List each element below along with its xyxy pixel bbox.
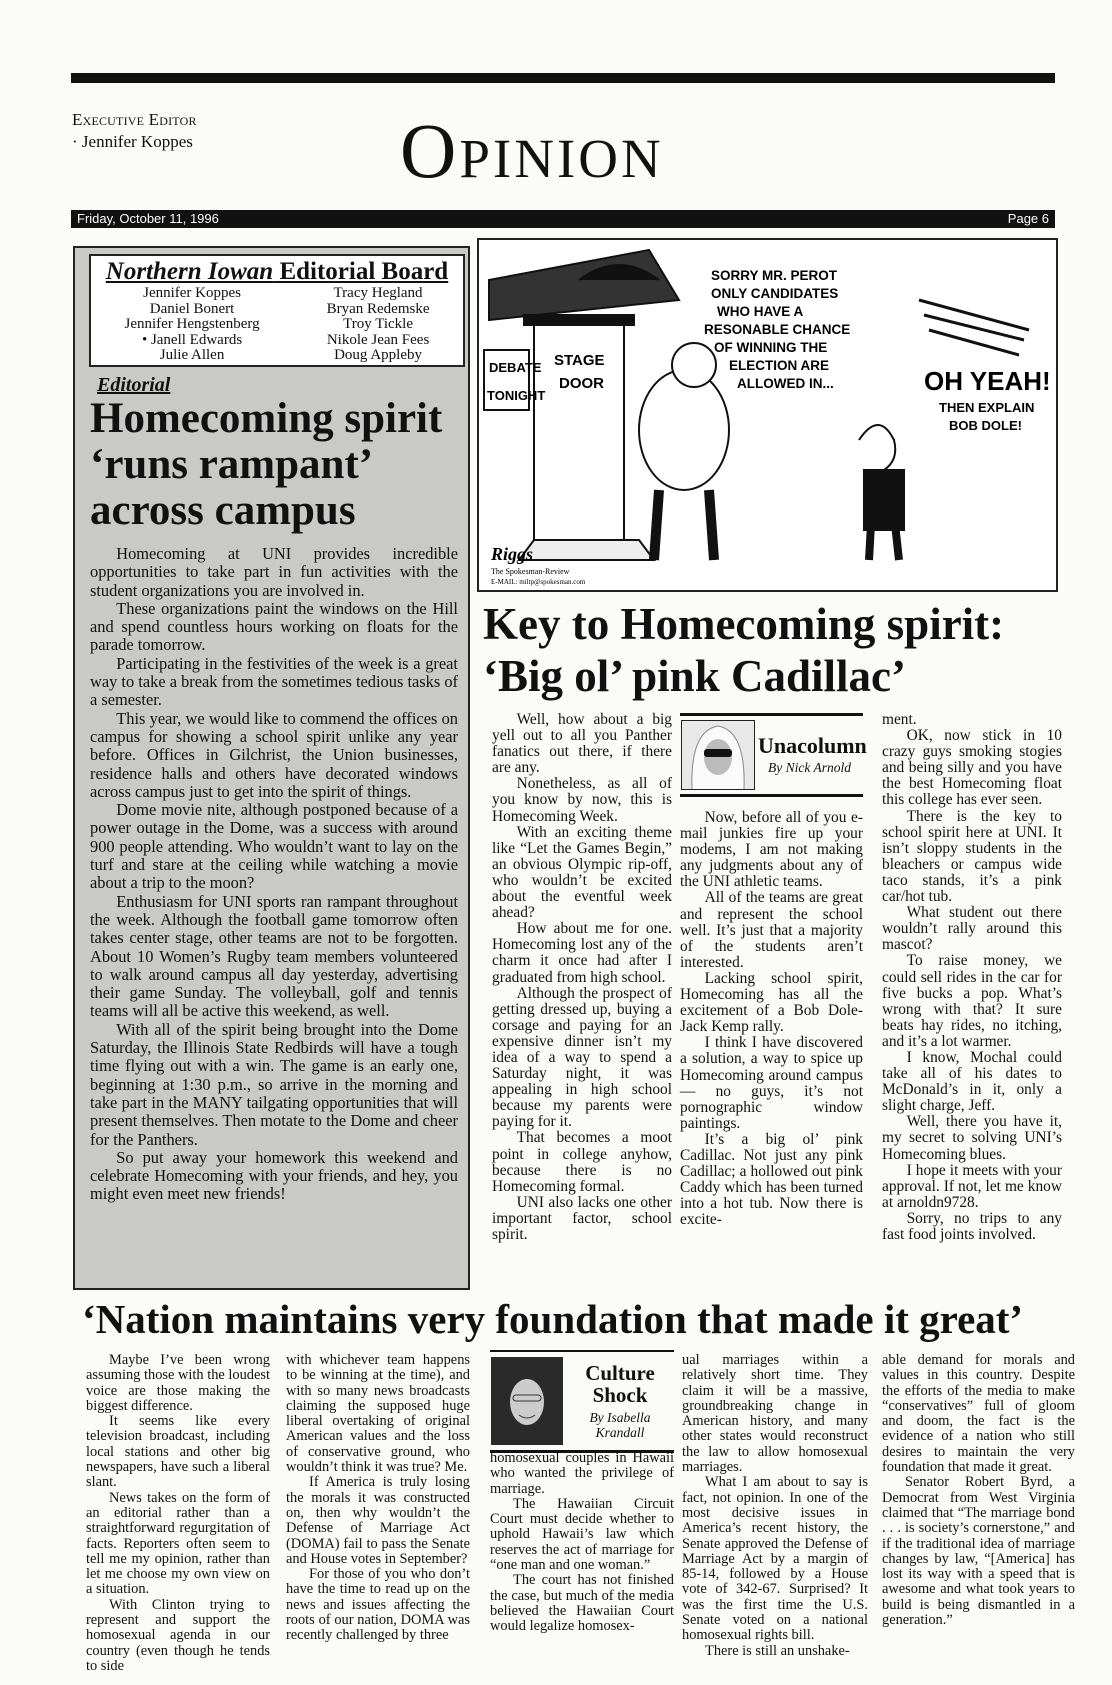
article-paragraph: That becomes a moot point in college anyhow, because there is no Homecoming formal. bbox=[492, 1129, 672, 1195]
author-photo-image bbox=[682, 721, 754, 789]
guard-figure bbox=[639, 370, 729, 490]
editorial-paragraph: So put away your homework this weekend and celebrate Homecoming with your friends, and hey, you might even meet new friends! bbox=[90, 1147, 458, 1204]
culture-shock-headline: ‘Nation maintains very foundation that made it great’ bbox=[82, 1296, 1024, 1342]
article-paragraph: I think I have discovered a solution, a way to spice up Homecoming around campus — no guys, it’s not pornographic window paintings. bbox=[680, 1034, 863, 1132]
culture-shock-column-1 bbox=[86, 1353, 270, 1674]
publication-name: Northern Iowan bbox=[105, 258, 274, 285]
article-paragraph: homosexual couples in Hawaii who wanted the privilege of marriage. bbox=[490, 1450, 674, 1497]
issue-date: Friday, October 11, 1996 bbox=[77, 211, 219, 226]
article-paragraph: Maybe I’ve been wrong assuming those with the loudest voice are those making the biggest difference. bbox=[86, 1352, 270, 1414]
board-member: Julie Allen bbox=[159, 347, 225, 363]
article-paragraph: Lacking school spirit, Homecoming has all the excitement of a Bob Dole-Jack Kemp rally. bbox=[680, 969, 863, 1036]
guard-speech-line: SORRY MR. PEROT bbox=[711, 268, 838, 283]
board-member: Nikole Jean Fees bbox=[326, 331, 430, 348]
editorial-paragraph: Enthusiasm for UNI sports ran rampant throughout the week. Although the football game tomorrow often takes center stage, other teams are not to be forgotten. About 10 Women’s Rugby team members volunteered to walk around campus all day yesterday, advertising their game Sunday. The volleyball, golf and tennis teams will all be active this weekend, as well. bbox=[90, 891, 458, 1021]
editorial-paragraph: This year, we would like to commend the offices on campus for showing a school spirit unlike any year before. Offices in Gilchrist, the Union businesses, residence halls and others have decorated windows across campus just to get into the spirit of things. bbox=[90, 708, 458, 801]
perot-speech-line: THEN EXPLAIN bbox=[939, 400, 1035, 415]
article-paragraph: I hope it meets with your approval. If not, let me know at arnoldn9728. bbox=[882, 1161, 1062, 1211]
article-paragraph: UNI also lacks one other important factor, school spirit. bbox=[492, 1193, 672, 1243]
perot-figure bbox=[859, 425, 895, 470]
editorial-paragraph: With all of the spirit being brought into the Dome Saturday, the Illinois State Redbirds will have a tough time flying out with a win. The game is an early one, beginning at 1:30 p.m., so arrive in the morning and take part in the MANY tailgating opportunities that will present themselves. Then motate to the Dome and cheer for the Panthers. bbox=[90, 1019, 458, 1149]
cartoonist-signature: Riggs bbox=[491, 544, 534, 564]
board-label: Editorial Board bbox=[279, 258, 449, 285]
guard-speech-line: OF WINNING THE bbox=[714, 340, 828, 355]
article-paragraph: I know, Mochal could take all of his dates to McDonald’s in it, only a slight charge, Jeff. bbox=[882, 1048, 1062, 1115]
editorial-kicker: Editorial bbox=[97, 374, 171, 396]
unacolumn-header-box bbox=[680, 713, 867, 797]
byline: By Isabella Krandall bbox=[589, 1410, 651, 1440]
editorial-board-title bbox=[91, 258, 463, 286]
page-number: Page 6 bbox=[1007, 211, 1049, 226]
editorial-board-box bbox=[89, 254, 465, 367]
guard-speech-line: RESONABLE CHANCE bbox=[704, 322, 851, 337]
article-paragraph: What I am about to say is fact, not opinion. In one of the most decisive issues in America’s recent history, the Senate approved the Defense of Marriage Act by a margin of 85-14, followed by a House vote of 342-67. Surprised? It was the first time the U.S. Senate voted on a national homosexual rights bill. bbox=[682, 1474, 868, 1644]
article-paragraph: To raise money, we could sell rides in the car for five bucks a pop. What’s wrong with that? It sure beats hay rides, no itching, and it’s a lot warmer. bbox=[882, 952, 1062, 1050]
executive-editor-name: · Jennifer Koppes bbox=[72, 132, 193, 151]
article-paragraph: With an exciting theme like “Let the Games Begin,” an obvious Olympic rip-off, who wouldn’t be excited about the eventful week ahead? bbox=[492, 823, 672, 922]
article-paragraph: It seems like every television broadcast, including local stations and other big newspapers, have such a liberal slant. bbox=[86, 1413, 270, 1491]
board-member: Daniel Bonert bbox=[149, 300, 235, 317]
executive-editor-label: Executive Editor bbox=[72, 110, 197, 129]
guard-speech-line: ONLY CANDIDATES bbox=[711, 286, 839, 301]
article-paragraph: Well, how about a big yell out to all you Panther fanatics out there, if there are any. bbox=[492, 711, 672, 777]
article-paragraph: Well, there you have it, my secret to solving UNI’s Homecoming blues. bbox=[882, 1113, 1062, 1163]
article-paragraph: For those of you who don’t have the time to read up on the news and issues affecting the roots of our nation, DOMA was recently challenged by three bbox=[286, 1566, 470, 1644]
masthead-rule bbox=[71, 73, 1055, 83]
board-member: Doug Appleby bbox=[334, 347, 423, 363]
culture-shock-column-2 bbox=[286, 1353, 470, 1644]
cartoon-credit: E-MAIL: miltp@spokesman.com bbox=[491, 578, 586, 586]
door-sign-line: DOOR bbox=[559, 375, 604, 392]
political-cartoon bbox=[477, 238, 1058, 592]
article-paragraph: with whichever team happens to be winning at the time), and with so many news broadcasts claiming the supposed huge liberal overtaking of original American values and the loss of conservative ground, who wouldn’t think it was true? Me. bbox=[286, 1352, 470, 1476]
unacolumn-column-3 bbox=[882, 712, 1062, 1243]
perot-speech-line: BOB DOLE! bbox=[949, 418, 1022, 433]
article-paragraph: ual marriages within a relatively short time. They claim it will be a massive, groundbreaking change in American history, and many other states would reconstruct the law to allow homosexual marriages. bbox=[682, 1352, 868, 1476]
article-paragraph: able demand for morals and values in this country. Despite the efforts of the media to make “conservatives” full of gloom and doom, the fact is the evidence of a nation who still desires to maintain the very foundation that made it great. bbox=[882, 1352, 1075, 1476]
author-photo bbox=[681, 720, 755, 790]
byline: By Nick Arnold bbox=[768, 760, 851, 775]
cartoon-drawing bbox=[479, 240, 1056, 590]
article-paragraph: News takes on the form of an editorial rather than a straightforward regurgitation of facts. Reporters often seem to tell me my opinion, rather than let me choose my own view on a situation. bbox=[86, 1489, 270, 1598]
debate-sign-line: DEBATE bbox=[489, 360, 542, 375]
article-paragraph: Now, before all of you e-mail junkies fire up your modems, I am not making any judgments about any of the UNI athletic teams. bbox=[680, 809, 863, 891]
article-paragraph: The Hawaiian Circuit Court must decide whether to uphold Hawaii’s law which reserves the act of marriage for “one man and one woman.” bbox=[490, 1495, 674, 1574]
board-member: Troy Tickle bbox=[343, 316, 413, 332]
cartoon-roof-shading bbox=[489, 250, 679, 320]
column-name: Culture Shock bbox=[585, 1361, 655, 1407]
unacolumn-column-1 bbox=[492, 712, 672, 1243]
debate-sign-line: TONIGHT bbox=[487, 388, 546, 403]
author-photo bbox=[491, 1357, 563, 1445]
editorial-headline: Homecoming spirit ‘runs rampant’ across campus bbox=[90, 395, 443, 534]
article-paragraph: If America is truly losing the morals it was constructed on, then why wouldn’t the Defense of Marriage Act (DOMA) fail to pass the Senate and House votes in September? bbox=[286, 1474, 470, 1567]
article-paragraph: There is the key to school spirit here at UNI. It isn’t sloppy students in the bleachers or campus wide taco stands, it’s a pink car/hot tub. bbox=[882, 807, 1062, 906]
date-bar bbox=[71, 210, 1055, 228]
article-paragraph: With Clinton trying to represent and support the homosexual agenda in our country (even though he tends to side bbox=[86, 1596, 270, 1674]
article-paragraph: Sorry, no trips to any fast food joints involved. bbox=[882, 1209, 1062, 1243]
column-name: Unacolumn bbox=[758, 733, 867, 758]
article-paragraph: All of the teams are great and represent the school well. It’s just that a majority of the students aren’t interested. bbox=[680, 889, 863, 971]
article-paragraph: There is still an unshake- bbox=[705, 1642, 850, 1659]
culture-shock-column-4 bbox=[682, 1353, 868, 1659]
culture-shock-column-3 bbox=[490, 1451, 674, 1635]
culture-shock-column-5 bbox=[882, 1353, 1075, 1628]
door-sign-line: STAGE bbox=[554, 352, 605, 369]
article-paragraph: How about me for one. Homecoming lost any of the charm it once had after I graduated from high school. bbox=[492, 920, 672, 986]
board-member: • Janell Edwards bbox=[141, 331, 243, 348]
article-paragraph: What student out there wouldn’t rally around this mascot? bbox=[882, 904, 1062, 954]
article-paragraph: The court has not finished the case, but much of the media believed the Hawaiian Court would legalize homosex- bbox=[490, 1572, 674, 1635]
article-paragraph: Although the prospect of getting dressed up, buying a corsage and paying for an expensive dinner isn’t my idea of a way to spend a Saturday night, it was appealing in high school because my parents were paying for it. bbox=[492, 984, 672, 1131]
section-title: Opinion bbox=[400, 107, 664, 194]
article-paragraph: ment. bbox=[882, 711, 917, 728]
culture-shock-header-box bbox=[490, 1350, 674, 1453]
article-paragraph: Nonetheless, as all of you know by now, this is Homecoming Week. bbox=[492, 775, 672, 825]
editorial-paragraph: Dome movie nite, although postponed because of a power outage in the Dome, was a success with around 900 people attending. Who wouldn’t want to lay on the turf and stare at the ceiling while watching a movie about a trip to the moon? bbox=[90, 800, 458, 893]
board-member: Tracy Hegland bbox=[333, 285, 423, 301]
guard-speech-line: WHO HAVE A bbox=[717, 304, 804, 319]
editorial-paragraph: Participating in the festivities of the week is a great way to take a break from the sometimes tedious tasks of a semester. bbox=[90, 653, 458, 710]
unacolumn-headline: Key to Homecoming spirit: ‘Big ol’ pink Cadillac’ bbox=[483, 599, 1005, 701]
article-paragraph: OK, now stick in 10 crazy guys smoking stogies and being silly and you have the best Homecoming float this college has ever seen. bbox=[882, 727, 1062, 809]
board-member: Bryan Redemske bbox=[326, 300, 430, 317]
editorial-paragraph: Homecoming at UNI provides incredible opportunities to take part in fun activities with the student organizations you are involved in. bbox=[90, 544, 458, 600]
board-member: Jennifer Koppes bbox=[143, 285, 241, 301]
unacolumn-column-2 bbox=[680, 810, 863, 1228]
cartoon-credit: The Spokesman-Review bbox=[491, 567, 570, 576]
scribble-shading bbox=[919, 300, 1029, 355]
guard-speech-line: ALLOWED IN... bbox=[737, 376, 834, 391]
board-member: Jennifer Hengstenberg bbox=[124, 316, 260, 332]
author-photo-image bbox=[491, 1357, 563, 1445]
article-paragraph: It’s a big ol’ pink Cadillac. Not just any pink Cadillac; a hollowed out pink Caddy which has been turned into a hot tub. Now there is excite- bbox=[680, 1130, 863, 1229]
guard-speech-line: ELECTION ARE bbox=[729, 358, 830, 373]
perot-speech-line: OH YEAH! bbox=[924, 366, 1051, 396]
editorial-paragraph: These organizations paint the windows on the Hill and spend countless hours working on floats for the parade tomorrow. bbox=[90, 598, 458, 655]
editorial-body bbox=[90, 545, 458, 1204]
article-paragraph: Senator Robert Byrd, a Democrat from West Virginia claimed that “The marriage bond . . . is society’s cornerstone,” and if the traditional idea of marriage changes by law, “[America] has lost its way with a speed that is awesome and what took years to build is being dismantled in a generation.” bbox=[882, 1474, 1075, 1629]
